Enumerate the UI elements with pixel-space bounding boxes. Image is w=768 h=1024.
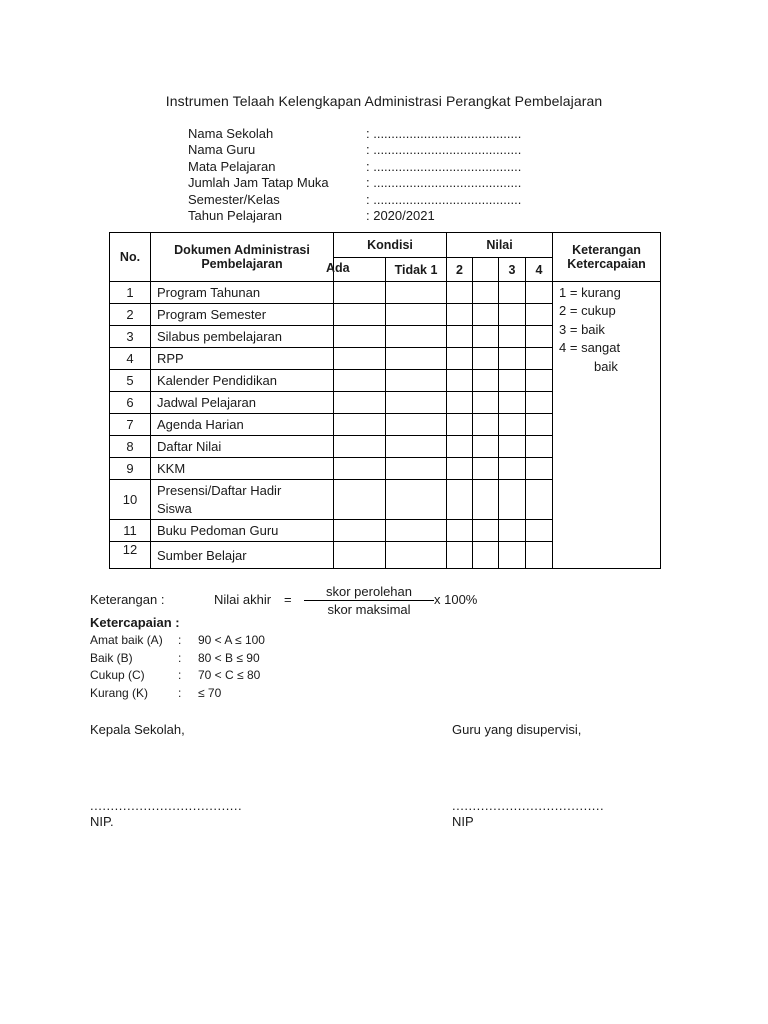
signature-kepala-sekolah — [90, 722, 243, 829]
formula-label: Keterangan : — [90, 592, 165, 607]
cell-nilai[interactable] — [526, 458, 553, 480]
row-dokumen — [151, 480, 334, 520]
header-no: No. — [110, 233, 151, 282]
cell-tidak[interactable] — [386, 282, 447, 304]
header-dokumen-line1: Dokumen Administrasi — [174, 243, 310, 257]
cell-tidak[interactable] — [386, 392, 447, 414]
ket-line: baik — [594, 358, 618, 374]
keterangan-ketercapaian-cell — [553, 282, 661, 569]
cell-nilai[interactable] — [447, 542, 473, 569]
row-no: 12 — [110, 542, 151, 569]
cell-ada[interactable] — [334, 304, 386, 326]
signature-guru — [452, 722, 605, 829]
cell-nilai[interactable] — [526, 392, 553, 414]
cell-nilai[interactable] — [499, 326, 526, 348]
cell-nilai[interactable] — [473, 326, 499, 348]
cell-nilai[interactable] — [473, 348, 499, 370]
cell-ada[interactable] — [334, 348, 386, 370]
page-title: Instrumen Telaah Kelengkapan Administrasi Perangkat Pembelajaran — [165, 93, 603, 109]
row-no: 5 — [110, 370, 151, 392]
cell-nilai[interactable] — [447, 436, 473, 458]
kc-range: 80 < B ≤ 90 — [198, 650, 260, 665]
info-value: : ......................................... — [366, 158, 522, 174]
header-nilai-2: 2 — [447, 258, 473, 282]
cell-nilai[interactable] — [473, 480, 499, 520]
kc-colon: : — [178, 685, 182, 700]
telaah-table — [109, 232, 661, 569]
cell-tidak[interactable] — [386, 480, 447, 520]
cell-nilai[interactable] — [499, 480, 526, 520]
row-dokumen: Sumber Belajar — [151, 542, 334, 569]
header-kondisi: Kondisi — [334, 233, 447, 258]
cell-nilai[interactable] — [447, 348, 473, 370]
formula-denominator: skor maksimal — [327, 602, 411, 617]
cell-ada[interactable] — [334, 458, 386, 480]
info-label: Mata Pelajaran — [188, 158, 276, 174]
cell-nilai[interactable] — [499, 370, 526, 392]
cell-ada[interactable] — [334, 436, 386, 458]
cell-nilai[interactable] — [473, 542, 499, 569]
cell-nilai[interactable] — [473, 304, 499, 326]
info-label: Jumlah Jam Tatap Muka — [188, 175, 329, 191]
cell-nilai[interactable] — [499, 542, 526, 569]
cell-nilai[interactable] — [499, 436, 526, 458]
header-nilai-blank — [473, 258, 499, 282]
cell-nilai[interactable] — [499, 414, 526, 436]
cell-nilai[interactable] — [499, 392, 526, 414]
signature-nip: NIP — [452, 814, 474, 829]
formula-equals: = — [284, 592, 292, 607]
cell-nilai[interactable] — [473, 436, 499, 458]
row-dokumen: RPP — [151, 348, 334, 370]
row-dokumen: KKM — [151, 458, 334, 480]
cell-nilai[interactable] — [473, 458, 499, 480]
header-keterangan — [553, 233, 661, 282]
cell-nilai[interactable] — [526, 436, 553, 458]
kc-label: Cukup (C) — [90, 668, 145, 683]
info-label: Tahun Pelajaran — [188, 207, 282, 223]
cell-tidak[interactable] — [386, 436, 447, 458]
cell-nilai[interactable] — [447, 326, 473, 348]
cell-ada[interactable] — [334, 392, 386, 414]
header-keterangan-line1: Keterangan — [572, 243, 641, 257]
cell-tidak[interactable] — [386, 304, 447, 326]
row-dokumen: Jadwal Pelajaran — [151, 392, 334, 414]
cell-tidak[interactable] — [386, 348, 447, 370]
header-ada-label: Ada — [326, 261, 350, 275]
cell-nilai[interactable] — [526, 304, 553, 326]
row-dokumen: Daftar Nilai — [151, 436, 334, 458]
formula-nilai-akhir: Nilai akhir — [214, 592, 272, 607]
cell-ada[interactable] — [334, 282, 386, 304]
info-value: : 2020/2021 — [366, 207, 435, 223]
header-keterangan-line2: Ketercapaian — [567, 257, 646, 271]
formula-multiplier: x 100% — [434, 592, 478, 607]
row-no: 2 — [110, 304, 151, 326]
kc-range: 90 < A ≤ 100 — [198, 633, 265, 647]
row-dokumen: Program Semester — [151, 304, 334, 326]
cell-nilai[interactable] — [526, 542, 553, 569]
kc-label: Kurang (K) — [90, 685, 149, 700]
cell-nilai[interactable] — [473, 282, 499, 304]
header-nilai-3: 3 — [499, 258, 526, 282]
cell-nilai[interactable] — [473, 414, 499, 436]
row-dokumen: Agenda Harian — [151, 414, 334, 436]
cell-nilai[interactable] — [447, 392, 473, 414]
signature-line: ..................................... — [90, 798, 243, 813]
cell-nilai[interactable] — [499, 282, 526, 304]
info-value: : ......................................... — [366, 126, 522, 141]
info-label: Semester/Kelas — [188, 191, 280, 207]
cell-ada[interactable] — [334, 520, 386, 542]
cell-tidak[interactable] — [386, 458, 447, 480]
row-no: 7 — [110, 414, 151, 436]
cell-tidak[interactable] — [386, 520, 447, 542]
signature-title: Kepala Sekolah, — [90, 722, 185, 737]
cell-ada[interactable] — [334, 542, 386, 569]
row-dokumen: Silabus pembelajaran — [151, 326, 334, 348]
cell-nilai[interactable] — [499, 304, 526, 326]
kc-label: Baik (B) — [90, 650, 133, 665]
table-header-row — [110, 233, 661, 258]
signature-line: ..................................... — [452, 798, 605, 813]
kc-colon: : — [178, 633, 182, 647]
ketercapaian-title: Ketercapaian : — [90, 615, 180, 630]
row-no: 6 — [110, 392, 151, 414]
cell-nilai[interactable] — [447, 370, 473, 392]
signature-nip: NIP. — [90, 814, 114, 829]
cell-nilai[interactable] — [526, 520, 553, 542]
cell-nilai[interactable] — [499, 348, 526, 370]
cell-ada[interactable] — [334, 414, 386, 436]
header-nilai-1: 1 — [430, 262, 438, 277]
cell-nilai[interactable] — [447, 282, 473, 304]
cell-tidak[interactable] — [386, 414, 447, 436]
header-ada — [326, 258, 386, 282]
cell-nilai[interactable] — [526, 348, 553, 370]
cell-nilai[interactable] — [473, 392, 499, 414]
cell-tidak[interactable] — [386, 542, 447, 569]
signature-title: Guru yang disupervisi, — [452, 722, 582, 737]
info-value: : ......................................... — [366, 191, 522, 207]
cell-nilai[interactable] — [526, 370, 553, 392]
header-dokumen — [151, 233, 334, 282]
cell-nilai[interactable] — [447, 458, 473, 480]
row-no: 11 — [110, 520, 151, 542]
kc-colon: : — [178, 650, 182, 665]
row-no: 9 — [110, 458, 151, 480]
cell-nilai[interactable] — [526, 282, 553, 304]
row-dokumen-line2: Siswa — [157, 500, 192, 516]
cell-nilai[interactable] — [447, 304, 473, 326]
ket-line: 3 = baik — [559, 321, 605, 337]
table-row — [110, 282, 661, 304]
cell-ada[interactable] — [334, 370, 386, 392]
ket-line: 1 = kurang — [559, 285, 621, 300]
cell-nilai[interactable] — [447, 520, 473, 542]
cell-nilai[interactable] — [499, 458, 526, 480]
kc-range: 70 < C ≤ 80 — [198, 668, 261, 683]
row-dokumen: Kalender Pendidikan — [151, 370, 334, 392]
header-tidak — [386, 258, 447, 282]
header-dokumen-line2: Pembelajaran — [201, 257, 283, 271]
ket-line: 4 = sangat — [559, 340, 621, 356]
info-value: : ......................................... — [366, 142, 522, 158]
cell-ada[interactable] — [334, 480, 386, 520]
cell-nilai[interactable] — [473, 370, 499, 392]
row-dokumen: Program Tahunan — [151, 282, 334, 304]
header-nilai: Nilai — [447, 233, 553, 258]
formula-fraction — [304, 584, 434, 617]
row-no: 10 — [110, 480, 151, 520]
row-dokumen: Buku Pedoman Guru — [151, 520, 334, 542]
cell-ada[interactable] — [334, 326, 386, 348]
row-no: 1 — [110, 282, 151, 304]
cell-tidak[interactable] — [386, 370, 447, 392]
header-tidak-label: Tidak — [394, 262, 427, 277]
cell-nilai[interactable] — [447, 480, 473, 520]
cell-nilai[interactable] — [473, 520, 499, 542]
info-label: Nama Guru — [188, 142, 256, 158]
row-dokumen-line1: Presensi/Daftar Hadir — [157, 482, 282, 498]
formula-numerator: skor perolehan — [304, 584, 434, 601]
info-value: : ......................................... — [366, 175, 522, 191]
kc-colon: : — [178, 668, 182, 683]
cell-nilai[interactable] — [526, 326, 553, 348]
cell-tidak[interactable] — [386, 326, 447, 348]
cell-nilai[interactable] — [499, 520, 526, 542]
info-label: Nama Sekolah — [188, 126, 274, 141]
row-no: 3 — [110, 326, 151, 348]
cell-nilai[interactable] — [447, 414, 473, 436]
ket-line: 2 = cukup — [559, 303, 616, 319]
header-nilai-4: 4 — [526, 258, 553, 282]
cell-nilai[interactable] — [526, 414, 553, 436]
row-no: 4 — [110, 348, 151, 370]
kc-label: Amat baik (A) — [90, 633, 163, 647]
row-no: 8 — [110, 436, 151, 458]
cell-nilai[interactable] — [526, 480, 553, 520]
kc-range: ≤ 70 — [198, 685, 222, 700]
